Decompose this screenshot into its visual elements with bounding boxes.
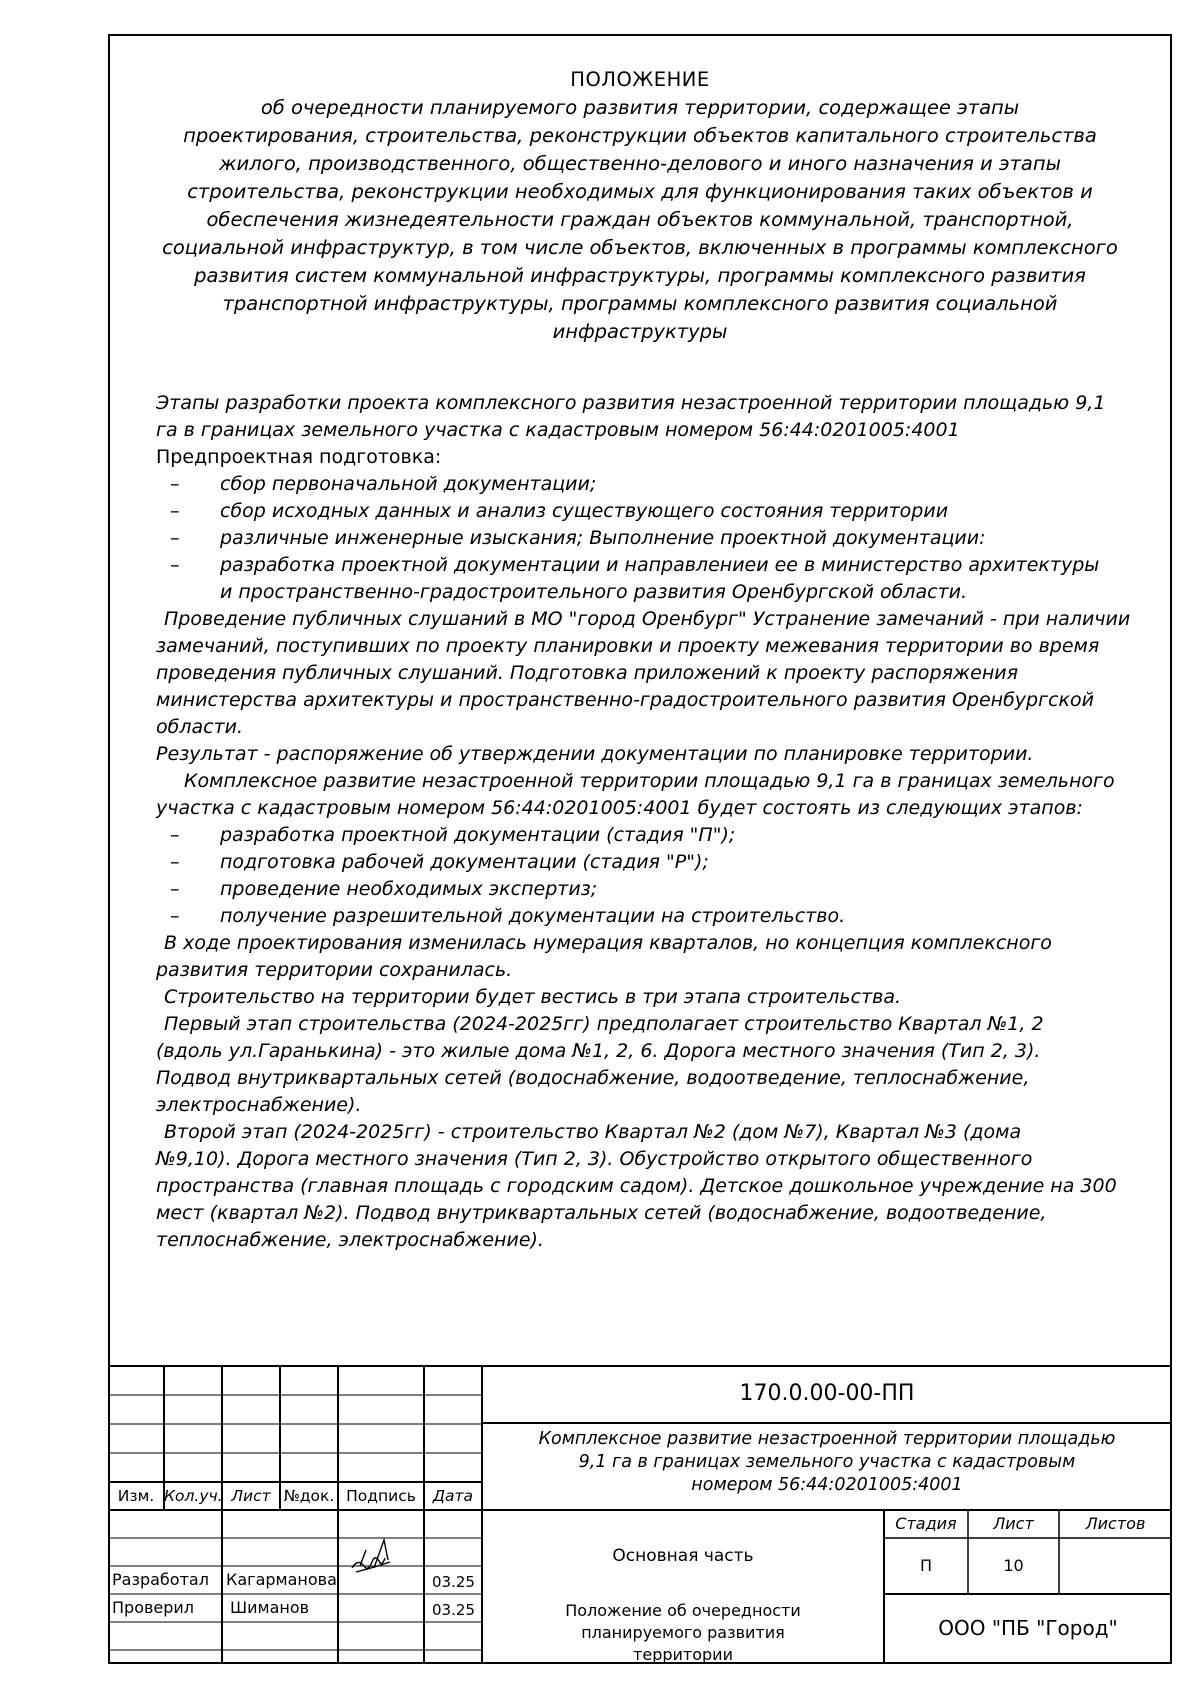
hearings-line: Проведение публичных слушаний в МО "город Оренбург" Устранение замечаний - при наличии bbox=[164, 608, 1131, 630]
stage-value: П bbox=[919, 1556, 933, 1575]
list-item bbox=[156, 471, 1146, 498]
list-item-continuation: и пространственно-градостроительного развития Оренбургской области. bbox=[220, 581, 967, 603]
list-item bbox=[156, 552, 1146, 579]
dash-icon: – bbox=[170, 905, 180, 927]
stage2-line: пространства (главная площадь с городским садом). Детское дошкольное учреждение на 300 bbox=[156, 1175, 1117, 1197]
list-item bbox=[156, 876, 1146, 903]
dash-icon: – bbox=[170, 473, 180, 495]
subtitle-line: транспортной инфраструктуры, программы комплексного развития социальной bbox=[222, 292, 1058, 315]
project-title-line: номером 56:44:0201005:4001 bbox=[691, 1475, 963, 1495]
col-header-izm: Изм. bbox=[117, 1487, 155, 1505]
dash-icon: – bbox=[170, 527, 180, 549]
project-title bbox=[482, 1428, 1172, 1497]
stage2-line: теплоснабжение, электроснабжение). bbox=[156, 1229, 544, 1251]
stage1-line: Первый этап строительства (2024-2025гг) предполагает строительство Квартал №1, 2 bbox=[164, 1013, 1044, 1035]
hearings-line: министерства архитектуры и пространственно-градостроительного развития Оренбургской bbox=[156, 689, 1094, 711]
document-title-stamp bbox=[482, 1600, 884, 1666]
name-checked: Шиманов bbox=[230, 1598, 310, 1617]
sheet-header: Лист bbox=[993, 1514, 1034, 1533]
list-item-text: разработка проектной документации (стадия "П"); bbox=[220, 824, 736, 846]
dash-icon: – bbox=[170, 851, 180, 873]
hearings-line: замечаний, поступивших по проекту планировки и проекту межевания территории во время bbox=[156, 635, 1100, 657]
subtitle-line: социальной инфраструктур, в том числе объектов, включенных в программы комплексного bbox=[162, 236, 1118, 259]
dash-icon: – bbox=[170, 554, 180, 576]
subtitle-line: обеспечения жизнедеятельности граждан объектов коммунальной, транспортной, bbox=[206, 208, 1074, 231]
doc-title-line: Положение об очередности bbox=[565, 1601, 801, 1620]
list-item-text: сбор исходных данных и анализ существующего состояния территории bbox=[220, 500, 949, 522]
sheet-value: 10 bbox=[1003, 1556, 1024, 1575]
preproject-heading: Предпроектная подготовка: bbox=[156, 446, 442, 468]
project-title-line: Комплексное развитие незастроенной территории площадью bbox=[538, 1429, 1116, 1449]
hearings-line: проведения публичных слушаний. Подготовка приложений к проекту распоряжения bbox=[156, 662, 1019, 684]
numbering-line: развития территории сохранилась. bbox=[156, 959, 513, 981]
list-item-text: сбор первоначальной документации; bbox=[220, 473, 597, 495]
list-item bbox=[156, 822, 1146, 849]
stages-intro-line: участка с кадастровым номером 56:44:0201005:4001 будет состоять из следующих этапов: bbox=[156, 797, 1083, 819]
role-developed: Разработал bbox=[112, 1570, 209, 1589]
numbering-line: В ходе проектирования изменилась нумерация кварталов, но концепция комплексного bbox=[164, 932, 1052, 954]
subtitle-line: проектирования, строительства, реконструкции объектов капитального строительства bbox=[183, 124, 1097, 147]
stage1-line: электроснабжение). bbox=[156, 1094, 362, 1116]
list-item-text: разработка проектной документации и направлениеи ее в министерство архитектуры bbox=[220, 554, 1100, 576]
doc-title-line: территории bbox=[633, 1645, 733, 1664]
dash-icon: – bbox=[170, 878, 180, 900]
stage1-line: Подвод внутриквартальных сетей (водоснабжение, водоотведение, теплоснабжение, bbox=[156, 1067, 1030, 1089]
col-header-list: Лист bbox=[231, 1487, 271, 1505]
hearings-line: области. bbox=[156, 716, 244, 738]
col-header-podpis: Подпись bbox=[346, 1487, 416, 1505]
list-item bbox=[156, 903, 1146, 930]
dash-icon: – bbox=[170, 824, 180, 846]
subtitle-line: жилого, производственного, общественно-делового и иного назначения и этапы bbox=[218, 152, 1062, 175]
stage1-line: (вдоль ул.Гаранькина) - это жилые дома №1, 2, 6. Дорога местного значения (Тип 2, 3). bbox=[156, 1040, 1041, 1062]
organization-name: ООО "ПБ "Город" bbox=[938, 1616, 1118, 1640]
document-subtitle bbox=[140, 94, 1140, 346]
stage2-line: мест (квартал №2). Подвод внутриквартальных сетей (водоснабжение, водоотведение, bbox=[156, 1202, 1047, 1224]
stage2-line: №9,10). Дорога местного значения (Тип 2, 3). Обустройство открытого общественного bbox=[156, 1148, 1033, 1170]
doc-title-line: планируемого развития bbox=[581, 1623, 785, 1642]
stage2-line: Второй этап (2024-2025гг) - строительство Квартал №2 (дом №7), Квартал №3 (дома bbox=[164, 1121, 1022, 1143]
document-heading bbox=[140, 66, 1140, 346]
project-title-line: 9,1 га в границах земельного участка с кадастровым bbox=[578, 1452, 1076, 1472]
sheets-header: Листов bbox=[1085, 1514, 1146, 1533]
stage-header: Стадия bbox=[895, 1514, 957, 1533]
list-item bbox=[156, 498, 1146, 525]
col-header-ndok: №док. bbox=[283, 1487, 335, 1505]
col-header-kol: Кол.уч. bbox=[164, 1487, 223, 1505]
three-stages-line: Строительство на территории будет вестись в три этапа строительства. bbox=[164, 986, 902, 1008]
subtitle-line: развития систем коммунальной инфраструктуры, программы комплексного развития bbox=[194, 264, 1086, 287]
list-item-text: различные инженерные изыскания; Выполнение проектной документации: bbox=[220, 527, 986, 549]
result-line: Результат - распоряжение об утверждении документации по планировке территории. bbox=[156, 743, 1034, 765]
list-item-text: получение разрешительной документации на строительство. bbox=[220, 905, 846, 927]
list-item bbox=[156, 849, 1146, 876]
document-body bbox=[156, 390, 1146, 1254]
subtitle-line: об очередности планируемого развития территории, содержащее этапы bbox=[260, 96, 1020, 119]
list-item bbox=[156, 525, 1146, 552]
date-developed: 03.25 bbox=[432, 1573, 475, 1591]
subtitle-line: строительства, реконструкции необходимых для функционирования таких объектов и bbox=[187, 180, 1093, 203]
section-name: Основная часть bbox=[612, 1546, 754, 1566]
date-checked: 03.25 bbox=[432, 1601, 475, 1619]
subtitle-line: инфраструктуры bbox=[552, 320, 728, 343]
list-item-text: проведение необходимых экспертиз; bbox=[220, 878, 598, 900]
stages-intro-line: Комплексное развитие незастроенной территории площадью 9,1 га в границах земельного bbox=[184, 770, 1115, 792]
document-title: ПОЛОЖЕНИЕ bbox=[570, 68, 710, 91]
intro-line: га в границах земельного участка с кадастровым номером 56:44:0201005:4001 bbox=[156, 419, 960, 441]
list-item-text: подготовка рабочей документации (стадия "Р"); bbox=[220, 851, 709, 873]
col-header-data: Дата bbox=[432, 1487, 474, 1505]
dash-icon: – bbox=[170, 500, 180, 522]
name-developed: Кагарманова bbox=[226, 1570, 337, 1589]
role-checked: Проверил bbox=[112, 1598, 195, 1617]
intro-line: Этапы разработки проекта комплексного развития незастроенной территории площадью 9,1 bbox=[156, 392, 1106, 414]
document-code: 170.0.00-00-ПП bbox=[739, 1381, 915, 1406]
